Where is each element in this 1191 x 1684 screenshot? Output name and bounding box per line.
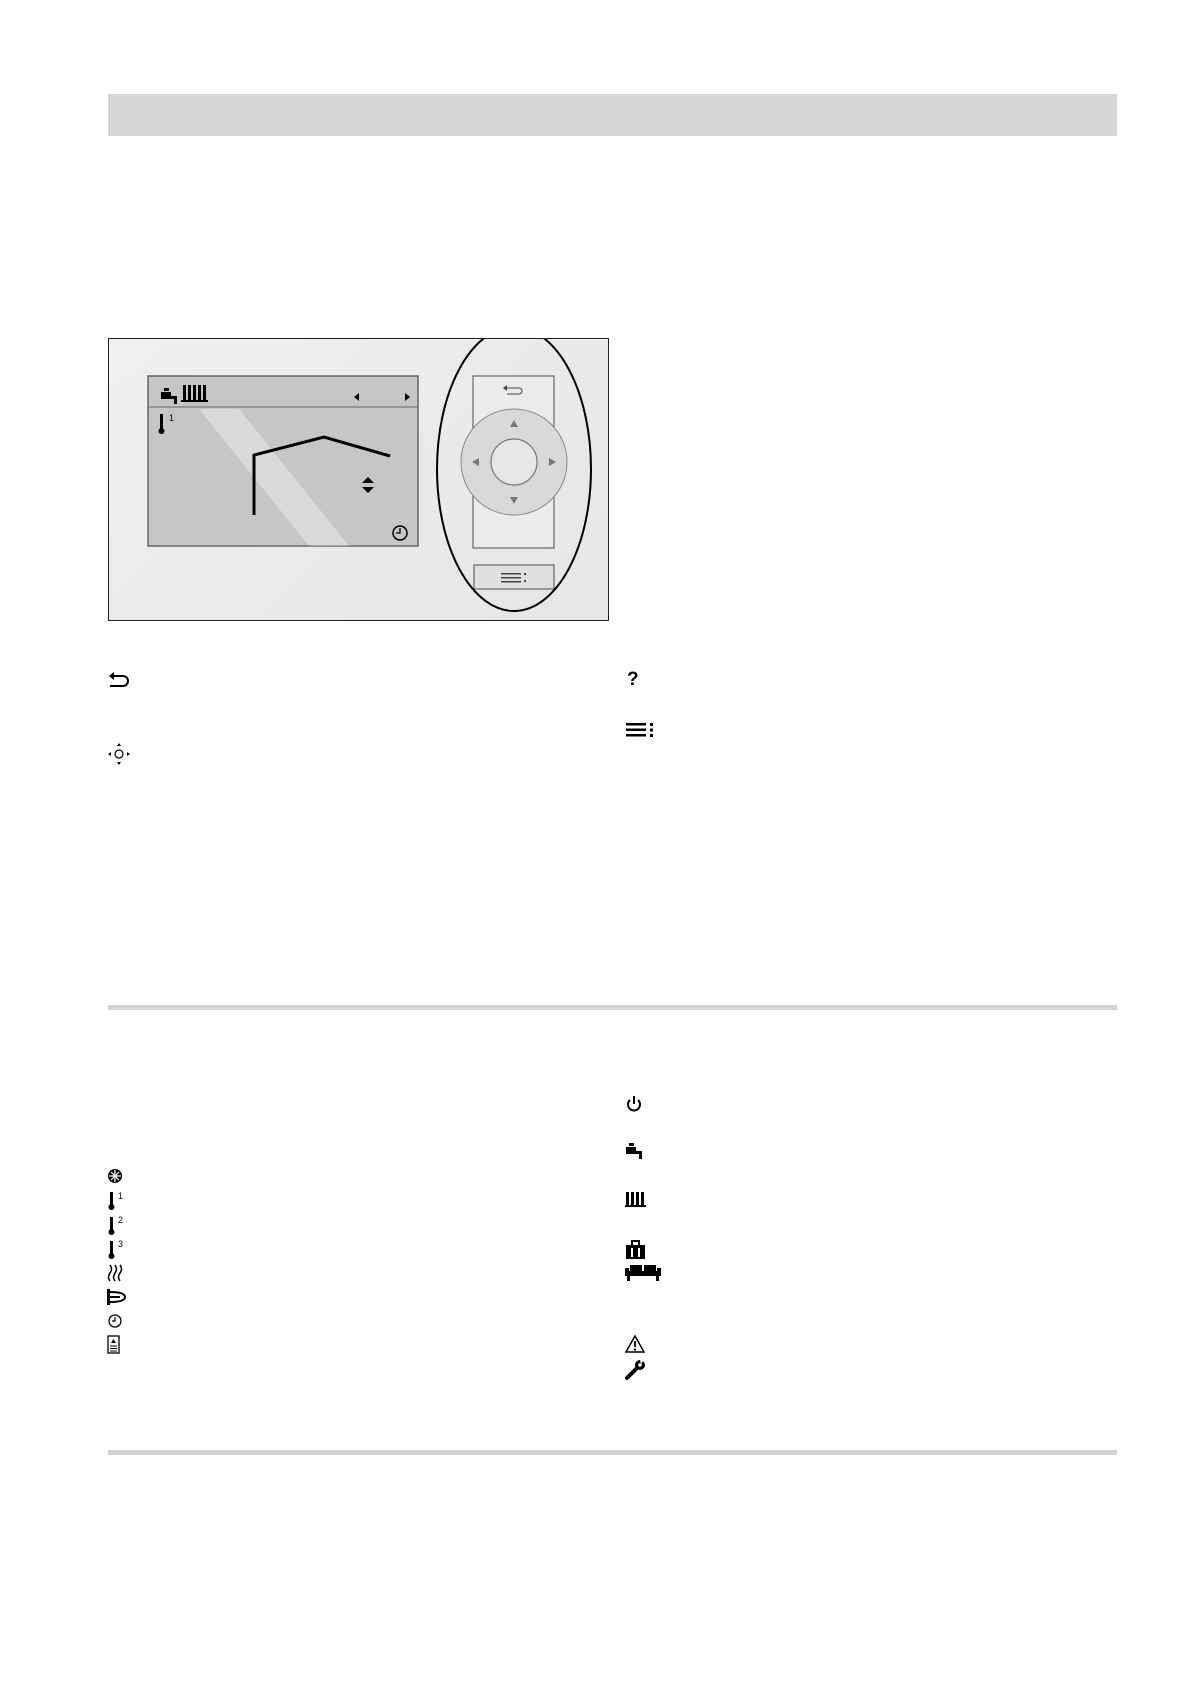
ok-button[interactable] [491, 439, 537, 485]
sofa-icon [625, 1263, 661, 1283]
warning-icon [625, 1335, 645, 1353]
solar-collector-icon [107, 1289, 127, 1305]
sensor-index: 1 [169, 413, 175, 423]
thermometer-index-3: 3 [118, 1239, 124, 1249]
menu-icon [626, 722, 656, 738]
back-icon [108, 672, 132, 690]
control-unit-figure [108, 338, 609, 621]
heating-waves-icon [107, 1264, 123, 1282]
frost-icon [107, 1168, 123, 1184]
tank-icon [107, 1335, 121, 1355]
section-divider [108, 1005, 1117, 1010]
thermometer-icon [107, 1191, 117, 1211]
navigation-icon [107, 742, 131, 766]
help-icon: ? [627, 669, 639, 690]
section-divider-bottom [108, 1450, 1117, 1455]
power-icon [625, 1095, 643, 1115]
thermometer-icon [107, 1216, 117, 1236]
tap-icon [625, 1142, 645, 1160]
header-bar [108, 94, 1117, 136]
suitcase-icon [625, 1240, 647, 1260]
control-panel [437, 339, 591, 611]
thermometer-index-2: 2 [118, 1215, 124, 1225]
clock-icon [107, 1313, 123, 1329]
thermometer-index-1: 1 [118, 1191, 124, 1201]
thermometer-icon [107, 1240, 117, 1260]
wrench-icon [625, 1359, 647, 1381]
display-screen [148, 376, 418, 546]
radiator-icon [181, 385, 208, 402]
radiator-icon [625, 1191, 649, 1209]
menu-button[interactable] [474, 565, 554, 589]
